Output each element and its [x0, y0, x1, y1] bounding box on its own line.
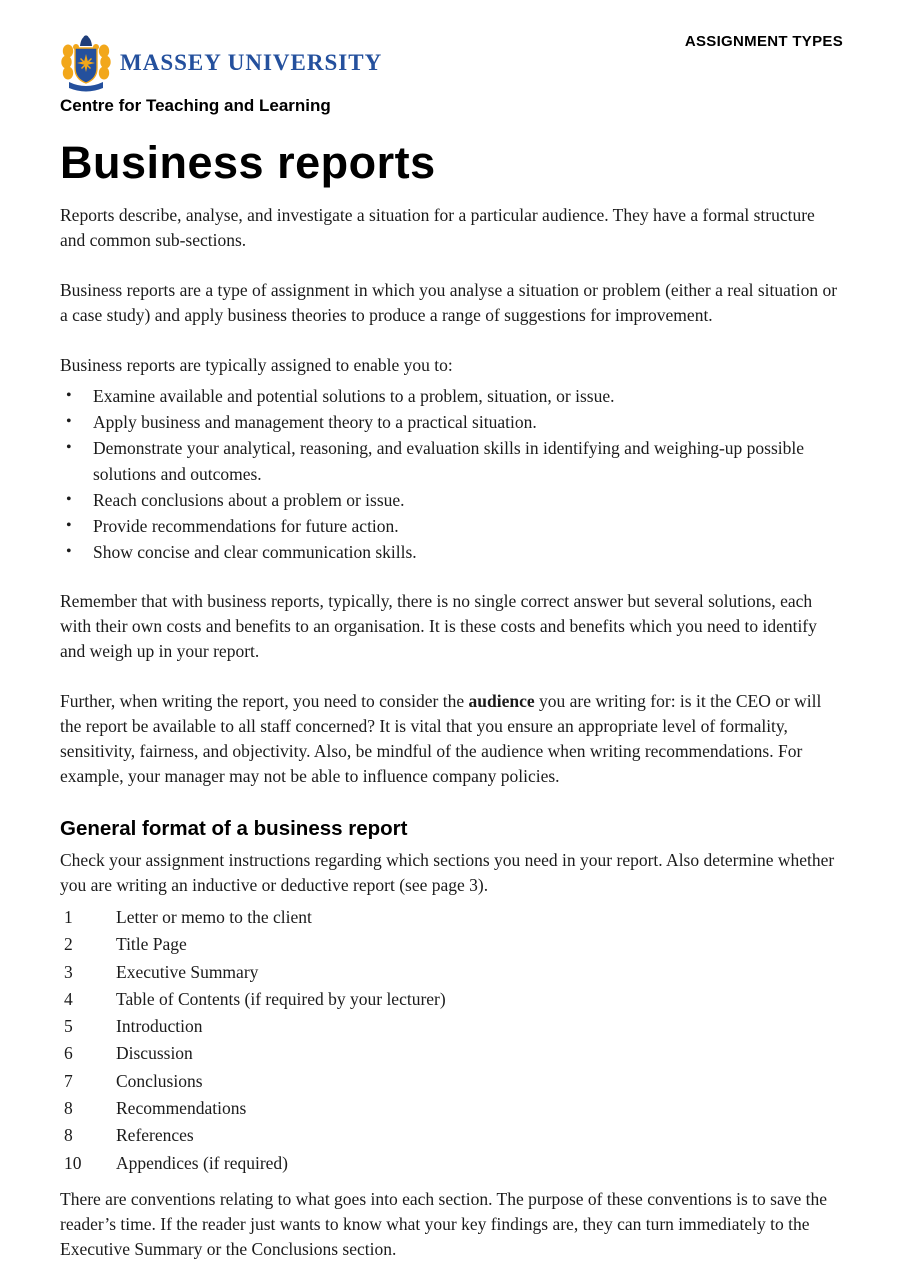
list-item — [60, 904, 843, 931]
section-closing: There are conventions relating to what goes into each section. The purpose of these conventions is to save the reader’s time. If the reader just wants to know what your key findings are, they can turn immediately to the Executive Summary or the Conclusions section. — [60, 1188, 828, 1259]
bullet-text: Apply business and management theory to a practical situation. — [93, 412, 537, 432]
bullet-item — [60, 435, 843, 487]
bullet-item — [60, 383, 843, 409]
list-label: Introduction — [116, 1016, 203, 1037]
section-heading: General format of a business report — [60, 817, 408, 840]
bullet-icon: • — [66, 439, 72, 456]
massey-university-crest-icon — [60, 34, 112, 92]
bullet-item — [60, 409, 843, 435]
list-number: 7 — [64, 1070, 73, 1091]
page-header — [60, 20, 843, 116]
list-item — [60, 959, 843, 986]
bullet-item — [60, 513, 843, 539]
list-label: Letter or memo to the client — [116, 907, 312, 927]
list-number: 5 — [64, 1016, 73, 1037]
paragraph-intro: Reports describe, analyse, and investigate a situation for a particular audience. They have a formal structure and common sub-sections. — [60, 205, 815, 250]
list-label: Table of Contents (if required by your lecturer) — [116, 988, 446, 1009]
bullet-item — [60, 539, 843, 565]
list-label: Discussion — [116, 1043, 193, 1064]
bullet-text: Examine available and potential solutions to a problem, situation, or issue. — [93, 386, 615, 406]
bullet-item — [60, 487, 843, 513]
list-item — [60, 1150, 843, 1177]
bullet-icon: • — [66, 517, 72, 534]
paragraph-assigned: Business reports are typically assigned to enable you to: — [60, 355, 453, 375]
list-number: 10 — [64, 1152, 82, 1173]
numbered-list — [60, 904, 843, 1177]
bullet-list — [60, 383, 843, 565]
list-item — [60, 1095, 843, 1122]
list-item — [60, 1068, 843, 1095]
university-name: MASSEY UNIVERSITY — [120, 50, 383, 75]
bullet-icon: • — [66, 413, 72, 430]
list-number: 1 — [64, 907, 73, 927]
bullet-icon: • — [66, 491, 72, 508]
section-intro: Check your assignment instructions regarding which sections you need in your report. Also determine whether you are writing an inductive or deductive report (see page 3). — [60, 850, 835, 895]
bullet-icon: • — [66, 387, 72, 404]
audience-text-after: you are writing for: is it the CEO or will the report be available to all staff concerned? It is vital that you ensure an appropriate level of formality, sensitivity, fairness, and objectivity. Also, be mindful of the audience when writing recommendations. For example, your manager may not be able to influence company policies. — [60, 691, 822, 786]
list-label: Conclusions — [116, 1070, 203, 1091]
audience-text-before: Further, when writing the report, you need to consider the — [60, 691, 469, 711]
list-number: 8 — [64, 1098, 73, 1119]
list-number: 8 — [64, 1125, 73, 1146]
university-brand — [60, 20, 382, 116]
department-name: Centre for Teaching and Learning — [60, 96, 331, 115]
paragraph-remember: Remember that with business reports, typically, there is no single correct answer but several solutions, each with their own costs and benefits to an organisation. It is these costs and benefits which you need to identify and weigh up in your report. — [60, 591, 817, 661]
list-label: References — [116, 1125, 194, 1146]
assignment-types-label: ASSIGNMENT TYPES — [684, 33, 843, 50]
list-number: 2 — [64, 934, 73, 955]
bullet-icon: • — [66, 543, 72, 560]
list-item — [60, 1013, 843, 1040]
paragraph-type: Business reports are a type of assignment in which you analyse a situation or problem (either a real situation or a case study) and apply business theories to produce a range of suggestions for improvement. — [60, 280, 838, 325]
list-number: 4 — [64, 988, 73, 1009]
list-label: Executive Summary — [116, 961, 259, 982]
list-label: Recommendations — [116, 1098, 247, 1119]
list-item — [60, 1122, 843, 1149]
paragraph-audience — [60, 689, 843, 789]
bullet-text: Reach conclusions about a problem or issue. — [93, 490, 405, 510]
page-title: Business reports — [60, 137, 436, 188]
list-number: 3 — [64, 961, 73, 982]
audience-bold-word: audience — [468, 691, 535, 711]
list-item — [60, 931, 843, 958]
bullet-text: Provide recommendations for future action. — [93, 516, 399, 536]
list-label: Appendices (if required) — [116, 1152, 289, 1173]
list-label: Title Page — [116, 934, 187, 955]
list-item — [60, 1040, 843, 1067]
list-number: 6 — [64, 1043, 73, 1064]
list-item — [60, 986, 843, 1013]
bullet-text: Demonstrate your analytical, reasoning, and evaluation skills in identifying and weighing-up possible solutions and outcomes. — [93, 438, 805, 484]
bullet-text: Show concise and clear communication skills. — [93, 542, 417, 562]
